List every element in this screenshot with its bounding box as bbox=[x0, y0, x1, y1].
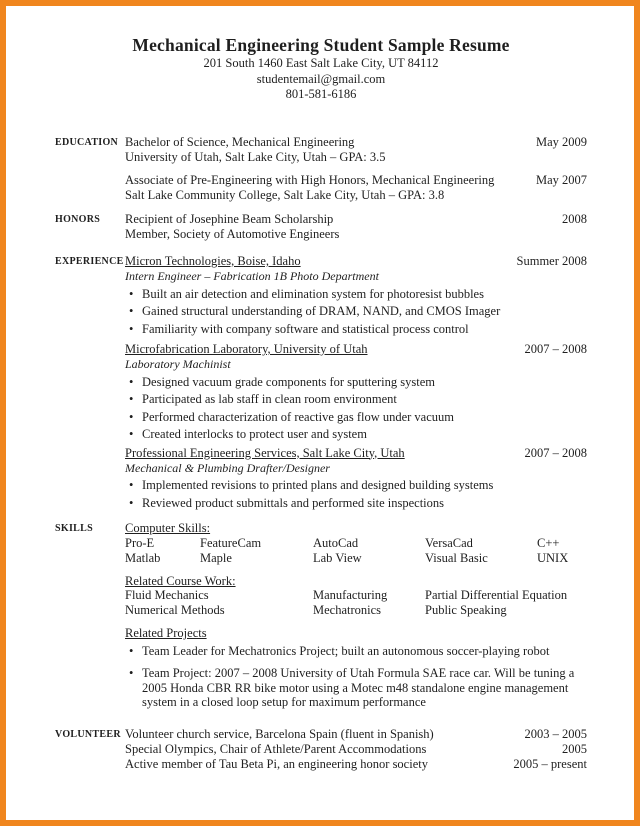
volunteer-date: 2005 – present bbox=[513, 756, 587, 771]
bullet-icon: • bbox=[129, 643, 134, 658]
degree-text: Bachelor of Science, Mechanical Engineering bbox=[125, 134, 355, 149]
skills-heading: Computer Skills: bbox=[125, 521, 211, 535]
volunteer-entry bbox=[125, 742, 587, 757]
bullet-text: Gained structural understanding of DRAM, NAND, and CMOS Imager bbox=[142, 304, 501, 318]
volunteer-entry bbox=[125, 727, 587, 742]
bullet-text: Reviewed product submittals and performed site inspections bbox=[142, 495, 445, 510]
section-label-experience: EXPERIENCE bbox=[55, 256, 124, 267]
list-item bbox=[125, 666, 587, 710]
bullet-icon: • bbox=[129, 478, 134, 492]
bullet-text: Implemented revisions to printed plans and designed building systems bbox=[142, 478, 494, 492]
coursework-row bbox=[125, 603, 587, 618]
coursework-heading: Related Course Work: bbox=[125, 573, 236, 588]
bullet-text: Built an air detection and elimination system for photoresist bubbles bbox=[142, 286, 484, 301]
job-date: Summer 2008 bbox=[516, 254, 587, 268]
skill-item: Matlab bbox=[125, 550, 161, 565]
bullet-text: Designed vacuum grade components for sputtering system bbox=[142, 374, 435, 389]
school-text: University of Utah, Salt Lake City, Utah – GPA: 3.5 bbox=[125, 149, 386, 164]
course-item: Mechatronics bbox=[313, 603, 382, 617]
list-item bbox=[125, 304, 587, 319]
bullet-text: Performed characterization of reactive gas flow under vacuum bbox=[142, 409, 455, 424]
section-label-skills: SKILLS bbox=[55, 523, 93, 534]
skill-item: FeatureCam bbox=[200, 535, 262, 550]
job-entry bbox=[125, 446, 587, 511]
volunteer-date: 2005 bbox=[562, 741, 587, 756]
projects-heading: Related Projects bbox=[125, 626, 207, 640]
list-item bbox=[125, 427, 587, 442]
skill-item: Visual Basic bbox=[425, 550, 488, 565]
course-item: Partial Differential Equation bbox=[425, 588, 568, 602]
resume-header bbox=[55, 34, 587, 103]
bullet-icon: • bbox=[129, 321, 134, 336]
education-entry bbox=[125, 173, 587, 203]
experience-section bbox=[55, 254, 587, 513]
job-title: Laboratory Machinist bbox=[125, 357, 231, 371]
job-entry bbox=[125, 342, 587, 442]
honor-date: 2008 bbox=[562, 211, 587, 226]
bullet-text: Familiarity with company software and statistical process control bbox=[142, 321, 469, 336]
skills-row bbox=[125, 551, 587, 566]
skills-section bbox=[55, 521, 587, 718]
coursework-block bbox=[125, 574, 587, 619]
job-bullet-list bbox=[125, 287, 587, 337]
volunteer-text: Special Olympics, Chair of Athlete/Parent Accommodations bbox=[125, 741, 427, 756]
degree-text: Associate of Pre-Engineering with High Honors, Mechanical Engineering bbox=[125, 173, 495, 187]
section-label-volunteer: VOLUNTEER bbox=[55, 728, 121, 740]
honor-text: Member, Society of Automotive Engineers bbox=[125, 226, 340, 241]
page-title: Mechanical Engineering Student Sample Resume bbox=[132, 35, 510, 55]
bullet-icon: • bbox=[129, 495, 134, 510]
bullet-text: Created interlocks to protect user and system bbox=[142, 427, 367, 441]
education-date: May 2009 bbox=[535, 134, 587, 149]
company-name: Professional Engineering Services, Salt Lake City, Utah bbox=[125, 445, 405, 460]
job-title: Mechanical & Plumbing Drafter/Designer bbox=[125, 460, 330, 475]
volunteer-text: Volunteer church service, Barcelona Spain (fluent in Spanish) bbox=[125, 726, 434, 741]
bullet-icon: • bbox=[129, 374, 134, 389]
bullet-text: Participated as lab staff in clean room environment bbox=[142, 392, 397, 406]
course-item: Numerical Methods bbox=[125, 603, 225, 617]
company-name: Micron Technologies, Boise, Idaho bbox=[125, 254, 301, 268]
honors-entry bbox=[125, 212, 587, 227]
skill-item: Lab View bbox=[313, 550, 362, 565]
phone-line: 801-581-6186 bbox=[285, 87, 357, 101]
projects-block bbox=[125, 626, 587, 710]
coursework-row bbox=[125, 588, 587, 603]
honors-section bbox=[55, 212, 587, 242]
bullet-icon: • bbox=[129, 427, 134, 441]
bullet-icon: • bbox=[129, 286, 134, 301]
bullet-icon: • bbox=[129, 666, 134, 680]
skill-item: Pro-E bbox=[125, 535, 155, 550]
bullet-text: Team Project: 2007 – 2008 University of Utah Formula SAE race car. Will be tuning a 2005 Honda CBR RR bike motor using a Motec m48 standalone engine management system in a closed loop setup for maximum performance bbox=[142, 666, 575, 709]
email-line: studentemail@gmail.com bbox=[256, 71, 386, 86]
list-item bbox=[125, 375, 587, 390]
list-item bbox=[125, 287, 587, 302]
skill-item: UNIX bbox=[537, 550, 569, 565]
address-line: 201 South 1460 East Salt Lake City, UT 84112 bbox=[203, 56, 439, 70]
skill-item: C++ bbox=[537, 535, 560, 550]
volunteer-section bbox=[55, 727, 587, 772]
skill-item: AutoCad bbox=[313, 535, 359, 550]
skill-item: Maple bbox=[200, 550, 232, 565]
job-date: 2007 – 2008 bbox=[524, 342, 587, 356]
list-item bbox=[125, 410, 587, 425]
education-section bbox=[55, 135, 587, 203]
course-item: Public Speaking bbox=[425, 603, 507, 617]
list-item bbox=[125, 478, 587, 493]
section-label-education: EDUCATION bbox=[55, 136, 119, 148]
bullet-icon: • bbox=[129, 409, 134, 424]
education-date: May 2007 bbox=[535, 173, 587, 187]
computer-skills-block bbox=[125, 521, 587, 566]
bullet-icon: • bbox=[129, 304, 134, 318]
job-bullet-list bbox=[125, 478, 587, 510]
company-name: Microfabrication Laboratory, University of Utah bbox=[125, 342, 368, 356]
section-label-honors: HONORS bbox=[55, 213, 101, 225]
course-item: Manufacturing bbox=[313, 588, 388, 602]
course-item: Fluid Mechanics bbox=[125, 588, 209, 602]
list-item bbox=[125, 496, 587, 511]
school-text: Salt Lake Community College, Salt Lake City, Utah – GPA: 3.8 bbox=[125, 188, 445, 202]
skills-row bbox=[125, 536, 587, 551]
projects-bullet-list bbox=[125, 644, 587, 710]
honors-entry bbox=[125, 227, 587, 242]
job-entry bbox=[125, 254, 587, 336]
list-item bbox=[125, 392, 587, 407]
volunteer-entry bbox=[125, 757, 587, 772]
bullet-icon: • bbox=[129, 392, 134, 406]
job-title: Intern Engineer – Fabrication 1B Photo Department bbox=[125, 269, 379, 283]
skill-item: VersaCad bbox=[425, 535, 473, 550]
list-item bbox=[125, 322, 587, 337]
list-item bbox=[125, 644, 587, 659]
job-bullet-list bbox=[125, 375, 587, 442]
education-entry bbox=[125, 135, 587, 165]
volunteer-text: Active member of Tau Beta Pi, an engineering honor society bbox=[125, 756, 428, 771]
honor-text: Recipient of Josephine Beam Scholarship bbox=[125, 211, 334, 226]
volunteer-date: 2003 – 2005 bbox=[524, 726, 587, 741]
bullet-text: Team Leader for Mechatronics Project; built an autonomous soccer-playing robot bbox=[142, 643, 550, 658]
job-date: 2007 – 2008 bbox=[524, 445, 587, 460]
